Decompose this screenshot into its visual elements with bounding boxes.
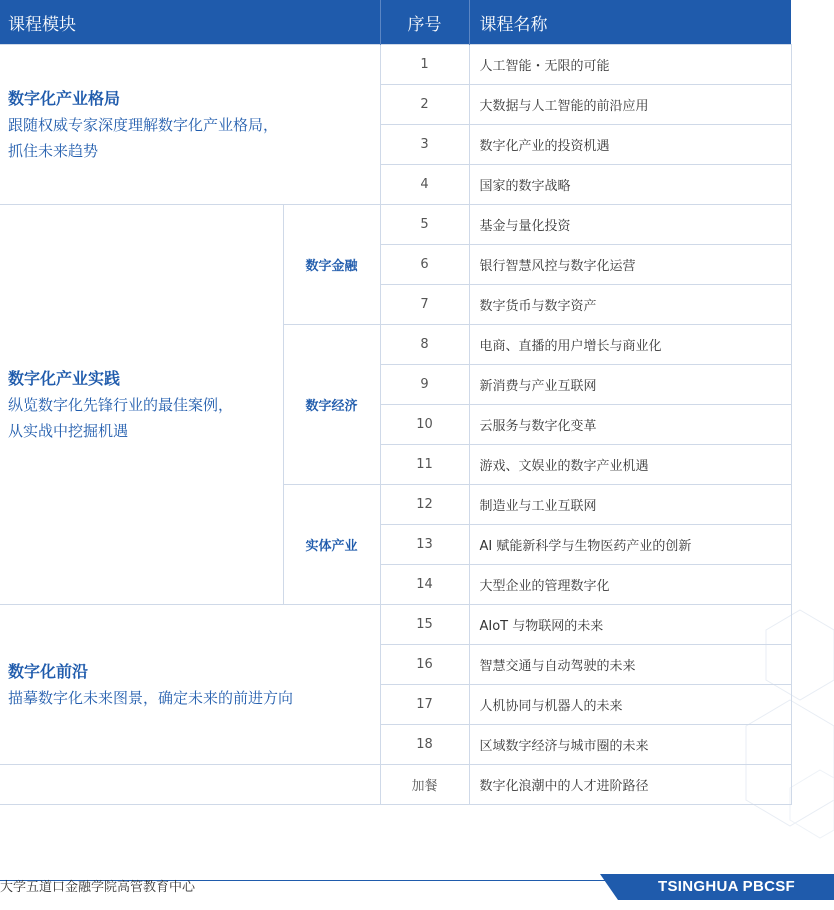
module-desc-line: 抓住未来趋势 bbox=[8, 141, 99, 160]
module-cell-2 bbox=[0, 205, 283, 605]
course-index: 14 bbox=[380, 565, 469, 605]
module-title: 数字化前沿 bbox=[8, 661, 89, 681]
course-name: 游戏、文娱业的数字产业机遇 bbox=[469, 445, 791, 485]
module-cell-empty bbox=[0, 765, 380, 805]
course-name: 人机协同与机器人的未来 bbox=[469, 685, 791, 725]
course-index: 9 bbox=[380, 365, 469, 405]
submodule-digital-economy: 数字经济 bbox=[283, 325, 380, 485]
course-index: 12 bbox=[380, 485, 469, 525]
table-row bbox=[0, 765, 791, 805]
course-index: 1 bbox=[380, 45, 469, 85]
course-name: 制造业与工业互联网 bbox=[469, 485, 791, 525]
module-desc-line: 从实战中挖掘机遇 bbox=[8, 421, 129, 440]
course-index: 7 bbox=[380, 285, 469, 325]
table-row bbox=[0, 605, 791, 645]
footer-institution: 大学五道口金融学院高管教育中心 bbox=[0, 880, 196, 895]
module-title: 数字化产业实践 bbox=[8, 368, 121, 388]
header-index: 序号 bbox=[380, 0, 469, 45]
course-name: 新消费与产业互联网 bbox=[469, 365, 791, 405]
header-course-name: 课程名称 bbox=[469, 0, 791, 45]
course-name: AIoT 与物联网的未来 bbox=[469, 605, 791, 645]
course-name: 数字货币与数字资产 bbox=[469, 285, 791, 325]
course-name: AI 赋能新科学与生物医药产业的创新 bbox=[469, 525, 791, 565]
module-title: 数字化产业格局 bbox=[8, 88, 121, 108]
course-name: 大型企业的管理数字化 bbox=[469, 565, 791, 605]
course-index: 8 bbox=[380, 325, 469, 365]
module-cell-3 bbox=[0, 605, 380, 765]
course-name: 数字化产业的投资机遇 bbox=[469, 125, 791, 165]
course-name: 区域数字经济与城市圈的未来 bbox=[469, 725, 791, 765]
submodule-real-industry: 实体产业 bbox=[283, 485, 380, 605]
course-name: 大数据与人工智能的前沿应用 bbox=[469, 85, 791, 125]
course-name: 银行智慧风控与数字化运营 bbox=[469, 245, 791, 285]
course-index: 加餐 bbox=[380, 765, 469, 805]
course-index: 13 bbox=[380, 525, 469, 565]
footer-brand: TSINGHUA PBCSF bbox=[658, 878, 795, 895]
module-desc-line: 纵览数字化先锋行业的最佳案例， bbox=[8, 395, 234, 414]
course-index: 17 bbox=[380, 685, 469, 725]
module-desc-line: 描摹数字化未来图景，确定未来的前进方向 bbox=[8, 688, 294, 707]
table-header-row bbox=[0, 0, 791, 45]
footer-brand-badge bbox=[600, 874, 834, 900]
course-index: 2 bbox=[380, 85, 469, 125]
course-index: 18 bbox=[380, 725, 469, 765]
course-name: 人工智能・无限的可能 bbox=[469, 45, 791, 85]
course-name: 基金与量化投资 bbox=[469, 205, 791, 245]
course-index: 11 bbox=[380, 445, 469, 485]
module-desc-line: 跟随权威专家深度理解数字化产业格局， bbox=[8, 115, 279, 134]
course-name: 数字化浪潮中的人才进阶路径 bbox=[469, 765, 791, 805]
course-name: 电商、直播的用户增长与商业化 bbox=[469, 325, 791, 365]
course-index: 16 bbox=[380, 645, 469, 685]
course-name: 云服务与数字化变革 bbox=[469, 405, 791, 445]
course-index: 4 bbox=[380, 165, 469, 205]
course-name: 智慧交通与自动驾驶的未来 bbox=[469, 645, 791, 685]
course-index: 3 bbox=[380, 125, 469, 165]
course-name: 国家的数字战略 bbox=[469, 165, 791, 205]
submodule-digital-finance: 数字金融 bbox=[283, 205, 380, 325]
course-index: 5 bbox=[380, 205, 469, 245]
course-index: 15 bbox=[380, 605, 469, 645]
module-cell-1 bbox=[0, 45, 380, 205]
course-index: 10 bbox=[380, 405, 469, 445]
table-row bbox=[0, 45, 791, 85]
table-row bbox=[0, 205, 791, 245]
header-module: 课程模块 bbox=[0, 0, 380, 45]
course-index: 6 bbox=[380, 245, 469, 285]
